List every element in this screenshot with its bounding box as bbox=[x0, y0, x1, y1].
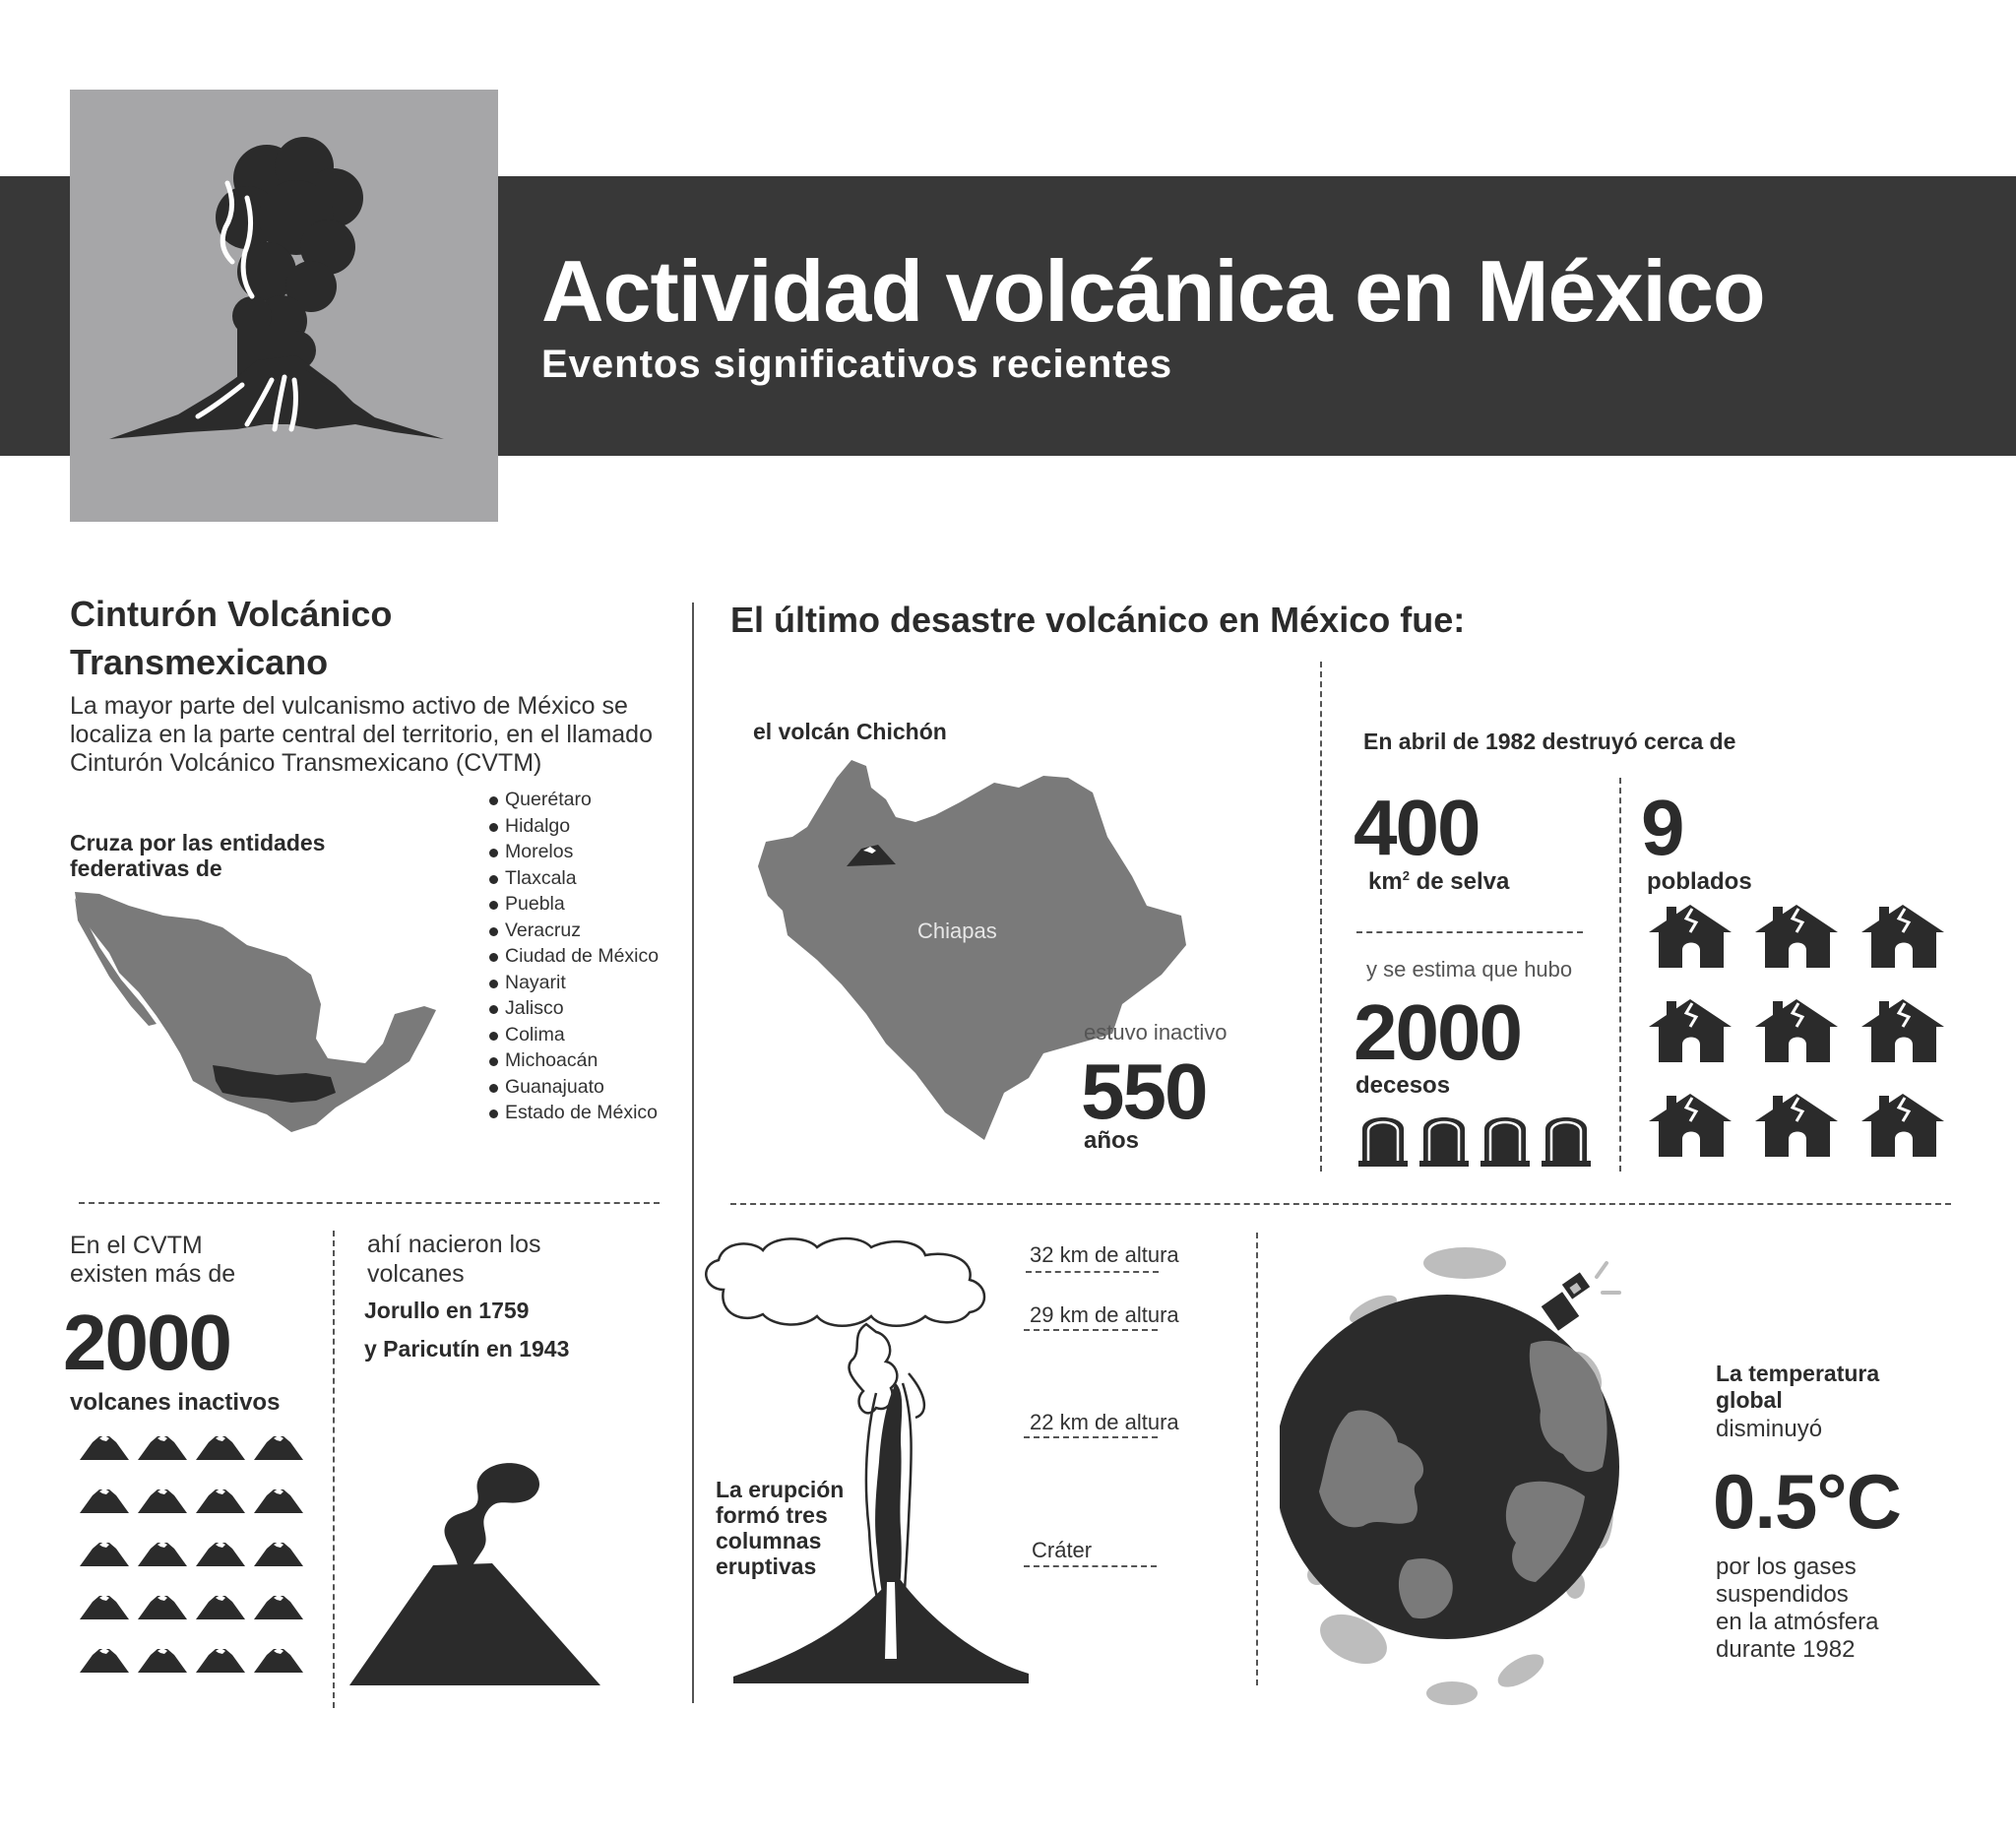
crosses-label: Cruza por las entidades federativas de bbox=[70, 830, 326, 882]
state-label: Chiapas bbox=[917, 919, 997, 943]
list-item: Ciudad de México bbox=[489, 943, 686, 970]
tombstone-row bbox=[1358, 1108, 1595, 1173]
small-volcano-icon bbox=[80, 1542, 129, 1566]
damaged-house-icon bbox=[1755, 1094, 1838, 1157]
altitude-label: 29 km de altura bbox=[1030, 1302, 1179, 1327]
temperature-label-line: global bbox=[1716, 1387, 1783, 1413]
inactive-number: 2000 bbox=[63, 1299, 230, 1386]
eruption-caption-line: La erupción bbox=[716, 1477, 845, 1502]
list-item: Tlaxcala bbox=[489, 865, 686, 892]
eruption-caption-line: eruptivas bbox=[716, 1553, 817, 1579]
eruption-caption-line: formó tres bbox=[716, 1502, 828, 1528]
divider bbox=[79, 1202, 660, 1204]
temperature-note-line: en la atmósfera bbox=[1716, 1609, 1879, 1635]
small-volcano-icon bbox=[80, 1435, 129, 1460]
eruption-column-illustration bbox=[694, 1236, 1029, 1688]
damaged-house-icon bbox=[1861, 1094, 1944, 1157]
born-line2: y Paricutín en 1943 bbox=[364, 1336, 570, 1362]
tombstone-icon bbox=[1480, 1117, 1530, 1167]
eruption-caption-line: columnas bbox=[716, 1528, 822, 1553]
deaths-value: 2000 bbox=[1354, 988, 1521, 1076]
small-volcano-icon bbox=[80, 1648, 129, 1673]
temperature-verb: disminuyó bbox=[1716, 1416, 1823, 1442]
page-title: Actividad volcánica en México bbox=[541, 242, 1765, 340]
jungle-unit bbox=[1368, 868, 1509, 896]
divider bbox=[333, 1231, 335, 1708]
damaged-house-icon bbox=[1649, 905, 1732, 968]
volcano-label: el volcán Chichón bbox=[753, 719, 947, 744]
small-volcano-icon bbox=[254, 1435, 303, 1460]
list-item: Jalisco bbox=[489, 995, 686, 1022]
small-volcano-icon bbox=[138, 1542, 187, 1566]
damaged-house-icon bbox=[1861, 905, 1944, 968]
list-item: Morelos bbox=[489, 839, 686, 865]
born-intro: ahí nacieron los volcanes bbox=[367, 1231, 541, 1288]
altitude-label: 32 km de altura bbox=[1030, 1242, 1179, 1267]
erupting-volcano-icon bbox=[70, 90, 498, 522]
inactive-duration-label: estuvo inactivo bbox=[1084, 1020, 1228, 1045]
small-volcano-icon bbox=[138, 1595, 187, 1619]
small-volcano-icon bbox=[254, 1542, 303, 1566]
damaged-house-icon bbox=[1649, 1094, 1732, 1157]
divider bbox=[1024, 1565, 1157, 1567]
jungle-unit-exponent: 2 bbox=[1402, 868, 1410, 883]
crater-label: Cráter bbox=[1032, 1538, 1093, 1562]
house-grid bbox=[1649, 901, 1984, 1189]
list-item: Michoacán bbox=[489, 1047, 686, 1074]
cvtm-heading-line2: Transmexicano bbox=[70, 641, 329, 682]
tombstone-icon bbox=[1542, 1117, 1591, 1167]
paricutin-volcano-icon bbox=[349, 1437, 605, 1688]
small-volcano-icon bbox=[196, 1595, 245, 1619]
list-item: Puebla bbox=[489, 891, 686, 918]
temperature-value: 0.5°C bbox=[1713, 1458, 1901, 1545]
divider bbox=[1024, 1329, 1158, 1331]
small-volcano-icon bbox=[254, 1595, 303, 1619]
disaster-heading: El último desastre volcánico en México fue: bbox=[730, 600, 1466, 640]
small-volcano-icon bbox=[254, 1489, 303, 1513]
small-volcano-icon bbox=[80, 1489, 129, 1513]
list-item: Estado de México bbox=[489, 1100, 686, 1126]
list-item: Hidalgo bbox=[489, 813, 686, 840]
divider bbox=[1619, 778, 1621, 1172]
towns-value: 9 bbox=[1641, 784, 1683, 871]
small-volcano-icon bbox=[196, 1435, 245, 1460]
divider bbox=[1024, 1436, 1158, 1438]
list-item: Guanajuato bbox=[489, 1074, 686, 1101]
destruction-intro: En abril de 1982 destruyó cerca de bbox=[1363, 729, 1736, 754]
temperature-label-line: La temperatura bbox=[1716, 1361, 1880, 1386]
list-item: Colima bbox=[489, 1022, 686, 1048]
cvtm-heading-line1: Cinturón Volcánico bbox=[70, 594, 393, 634]
list-item: Veracruz bbox=[489, 918, 686, 944]
globe-bomb-icon bbox=[1280, 1236, 1693, 1708]
mexico-map bbox=[70, 886, 483, 1142]
damaged-house-icon bbox=[1755, 905, 1838, 968]
state-list bbox=[489, 787, 686, 1126]
jungle-unit-km: km bbox=[1368, 868, 1403, 895]
divider bbox=[1256, 1233, 1258, 1685]
page-subtitle: Eventos significativos recientes bbox=[541, 343, 1173, 386]
hero-image-box bbox=[70, 90, 498, 522]
volcano-icon-grid bbox=[80, 1430, 316, 1701]
years-unit: años bbox=[1084, 1127, 1140, 1154]
small-volcano-icon bbox=[254, 1648, 303, 1673]
temperature-note bbox=[1716, 1553, 1878, 1664]
inactive-intro: En el CVTM existen más de bbox=[70, 1232, 236, 1288]
small-volcano-icon bbox=[196, 1542, 245, 1566]
temperature-note-line: por los gases bbox=[1716, 1553, 1857, 1580]
small-volcano-icon bbox=[196, 1648, 245, 1673]
tombstone-icon bbox=[1358, 1117, 1408, 1167]
divider bbox=[730, 1203, 1951, 1205]
temperature-label bbox=[1716, 1361, 1879, 1414]
small-volcano-icon bbox=[80, 1595, 129, 1619]
temperature-note-line: durante 1982 bbox=[1716, 1636, 1856, 1663]
estimate-label: y se estima que hubo bbox=[1366, 957, 1573, 982]
divider bbox=[1356, 931, 1583, 933]
small-volcano-icon bbox=[138, 1489, 187, 1513]
small-volcano-icon bbox=[138, 1648, 187, 1673]
damaged-house-icon bbox=[1861, 999, 1944, 1062]
small-volcano-icon bbox=[196, 1489, 245, 1513]
towns-unit: poblados bbox=[1647, 868, 1752, 895]
divider bbox=[1026, 1271, 1159, 1273]
list-item: Querétaro bbox=[489, 787, 686, 813]
damaged-house-icon bbox=[1755, 999, 1838, 1062]
damaged-house-icon bbox=[1649, 999, 1732, 1062]
divider bbox=[1320, 662, 1322, 1172]
temperature-note-line: suspendidos bbox=[1716, 1581, 1849, 1608]
inactive-years: 550 bbox=[1081, 1047, 1207, 1135]
cvtm-heading bbox=[70, 591, 392, 686]
born-line1: Jorullo en 1759 bbox=[364, 1298, 530, 1323]
jungle-unit-suffix: de selva bbox=[1409, 868, 1510, 895]
list-item: Nayarit bbox=[489, 970, 686, 996]
eruption-caption bbox=[716, 1477, 844, 1579]
inactive-label: volcanes inactivos bbox=[70, 1389, 281, 1416]
tombstone-icon bbox=[1419, 1117, 1469, 1167]
deaths-unit: decesos bbox=[1355, 1072, 1451, 1099]
small-volcano-icon bbox=[138, 1435, 187, 1460]
jungle-value: 400 bbox=[1354, 784, 1480, 871]
cvtm-description: La mayor parte del vulcanismo activo de México se localiza en la parte central del territorio, en el llamado Cinturón Volcánico Transmexicano (CVTM) bbox=[70, 692, 653, 777]
altitude-label: 22 km de altura bbox=[1030, 1410, 1179, 1434]
